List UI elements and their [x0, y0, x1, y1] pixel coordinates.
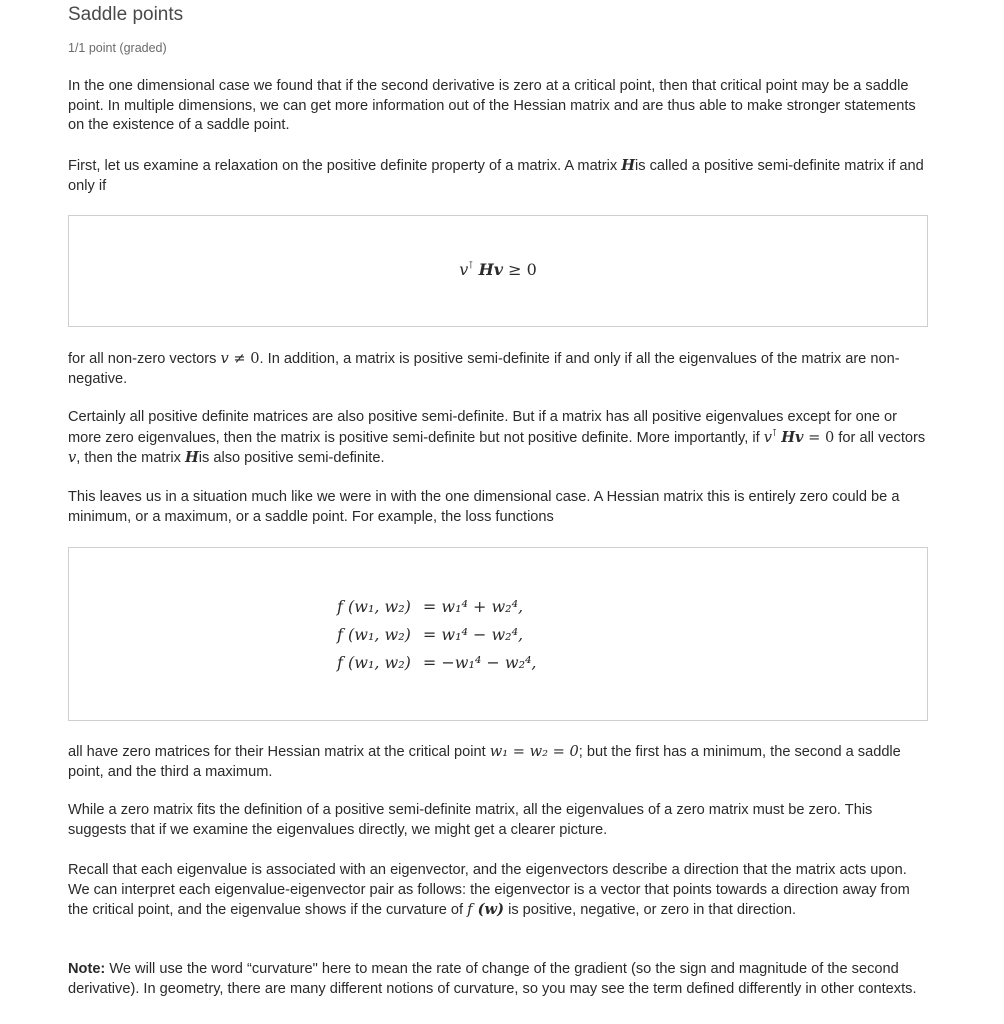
pd-matrix-h: H [184, 449, 199, 467]
hessian-zero-paragraph [68, 488, 930, 527]
critical-point-equation: w₁ = w₂ = 0 [489, 743, 579, 760]
pd-eq-zero: = 0 [803, 428, 835, 446]
intro-paragraph [68, 77, 930, 136]
critical-text-b: ; but the first has a minimum, the second a saddle point, and the third a maximum. [68, 744, 901, 780]
eigenvalues-text: While a zero matrix fits the definition of a positive semi-definite matrix, all the eigenvalues of a zero matrix must be zero. This suggests that if we examine the eigenvalues directly, we might get a clearer picture. [68, 802, 873, 838]
pd-text-b: for all vectors [834, 429, 926, 446]
pd-text-d: is also positive semi-definite. [198, 450, 385, 467]
note-label: Note: [68, 961, 106, 977]
note-paragraph [68, 960, 930, 999]
loss-function-row [333, 592, 541, 620]
psd-text-a: First, let us examine a relaxation on the positive definite property of a matrix. A matrix [68, 158, 622, 174]
f-symbol: f [467, 901, 473, 919]
nonzero-text-b: . In addition, a matrix is positive semi-definite if and only if all the eigenvalues of the matrix are non-negative. [68, 351, 900, 387]
critical-point-paragraph [68, 742, 930, 782]
hessian-zero-text: This leaves us in a situation much like we were in with the one dimensional case. A Hessian matrix this is entirely zero could be a minimum, or a maximum, or a saddle point. For example, the loss functions [68, 489, 900, 525]
psd-equation [69, 260, 927, 279]
eigenvector-text-a: Recall that each eigenvalue is associated with an eigenvector, and the eigenvectors describe a direction that the matrix acts upon. We can interpret each eigenvalue-eigenvector pair as follows: the eigenvector is a vector that points towards a direction away from the critical point, and the eigenvalue shows if the curvature of [68, 862, 910, 919]
nonzero-text-a: for all non-zero vectors [68, 351, 221, 367]
psd-equation-box [68, 215, 928, 327]
loss-functions-equations [333, 592, 541, 676]
grade-status: 1/1 point (graded) [68, 41, 167, 55]
psd-definition-paragraph [68, 156, 930, 196]
page-title: Saddle points [68, 4, 184, 25]
nonzero-vectors-paragraph [68, 349, 930, 389]
loss-function-row [333, 648, 541, 676]
pd-hv-symbol: Hv [781, 428, 804, 446]
neq-zero: ≠ 0 [228, 350, 260, 367]
loss-function-row [333, 620, 541, 648]
loss-rhs-maximum: = −w₁⁴ − w₂⁴, [422, 652, 537, 672]
intro-text: In the one dimensional case we found that if the second derivative is zero at a critical point, then that critical point may be a saddle point. In multiple dimensions, we can get more information out of the Hessian matrix and are thus able to make stronger statements on the existence of a saddle point. [68, 78, 916, 134]
matrix-h-symbol: H [621, 157, 635, 174]
eigenvector-text-b: is positive, negative, or zero in that direction. [504, 902, 797, 919]
positive-definite-paragraph [68, 408, 930, 469]
loss-rhs-saddle: = w₁⁴ − w₂⁴, [422, 624, 524, 644]
loss-rhs-minimum: = w₁⁴ + w₂⁴, [422, 596, 524, 616]
loss-lhs: f (w₁, w₂) [337, 652, 411, 672]
psd-text-b: is called a positive semi-definite matrix if and only if [68, 158, 924, 194]
loss-functions-box [68, 547, 928, 721]
eq-geq-zero: ≥ 0 [503, 260, 537, 279]
pd-v-symbol: v [763, 428, 772, 446]
pd-transpose-symbol: ⊺ [771, 427, 778, 439]
eq-transpose-symbol: ⊺ [468, 260, 474, 272]
eigenvector-paragraph [68, 861, 930, 921]
eigenvalues-paragraph [68, 801, 930, 840]
vector-v-symbol: v [220, 350, 229, 367]
eq-hv-symbol: Hv [478, 260, 503, 279]
critical-text-a: all have zero matrices for their Hessian matrix at the critical point [68, 744, 490, 760]
pd-text-a: Certainly all positive definite matrices are also positive semi-definite. But if a matrix has all positive eigenvalues except for one or more zero eigenvalues, then the matrix is positive semi-definite but not positive definite. More importantly, if [68, 409, 897, 446]
f-argument-w: (w) [472, 901, 505, 919]
pd-vectors-v: v [68, 449, 77, 467]
note-text: We will use the word “curvature" here to mean the rate of change of the gradient (so the sign and magnitude of the second derivative). In geometry, there are many different notions of curvature, so you may see the term defined differently in other contexts. [68, 961, 917, 997]
loss-lhs: f (w₁, w₂) [337, 596, 411, 616]
eq-v-symbol: v [459, 260, 469, 279]
loss-lhs: f (w₁, w₂) [337, 624, 411, 644]
pd-text-c: , then the matrix [76, 450, 185, 467]
